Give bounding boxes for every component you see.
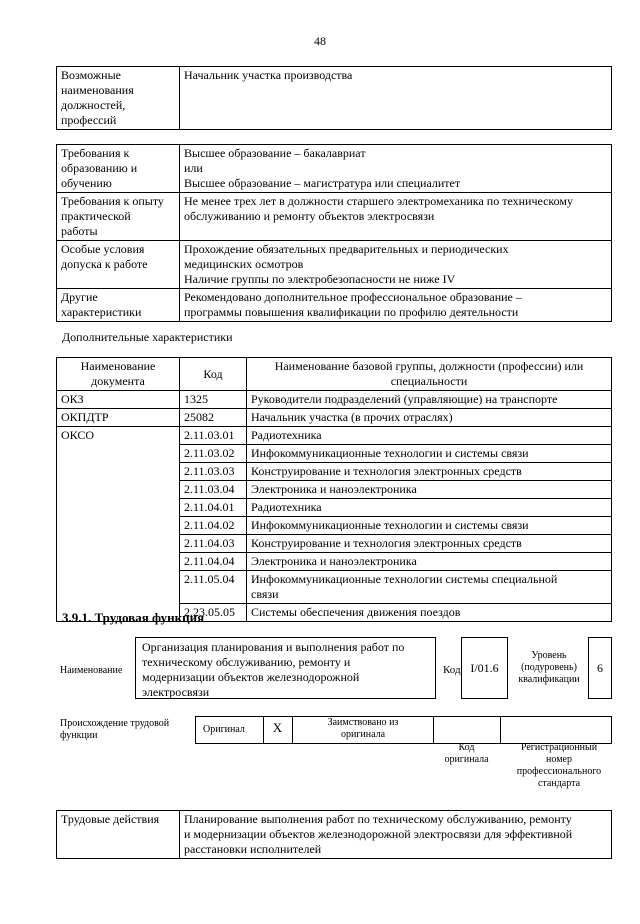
- positions-value: Начальник участка производства: [180, 67, 612, 130]
- table-row: 2.11.03.04 Электроника и наноэлектроника: [57, 481, 612, 499]
- function-name-value: Организация планирования и выполнения работ по техническому обслуживанию, ремонту и модернизации объектов железнодорожной электросвязи: [135, 637, 436, 699]
- classifiers-header: Наименование документа Код Наименование базовой группы, должности (профессии) или специальности: [57, 358, 612, 391]
- table-row: 2.23.05.05 Системы обеспечения движения поездов: [57, 604, 612, 622]
- actions-table: [56, 810, 612, 859]
- table-row: ОКСО 2.11.03.01 Радиотехника: [57, 427, 612, 445]
- table-row: 2.11.04.01 Радиотехника: [57, 499, 612, 517]
- requirements-table: [56, 144, 612, 322]
- actions-value: Планирование выполнения работ по техническому обслуживанию, ремонту и модернизации объектов железнодорожной электросвязи для эффективной расстановки исполнителей: [180, 811, 612, 859]
- table-row: ОКПДТР 25082 Начальник участка (в прочих отраслях): [57, 409, 612, 427]
- req-other-row: Другие характеристики Рекомендовано дополнительное профессиональное образование – программы повышения квалификации по профилю деятельности: [57, 289, 612, 322]
- table-row: 2.11.04.03 Конструирование и технология электронных средств: [57, 535, 612, 553]
- qualification-level-value: 6: [588, 637, 612, 699]
- classifiers-table: [56, 357, 612, 622]
- req-experience-row: Требования к опыту практической работы Не менее трех лет в должности старшего электромеханика по техническому обслуживанию и ремонту объектов электросвязи: [57, 193, 612, 241]
- actions-label: Трудовые действия: [57, 811, 180, 859]
- divider: [500, 716, 501, 744]
- function-name-label: Наименование: [60, 665, 123, 676]
- table-row: 2.11.03.02 Инфокоммуникационные технологии и системы связи: [57, 445, 612, 463]
- positions-table: [56, 66, 612, 130]
- origin-label: Происхождение трудовой функции: [60, 718, 170, 741]
- table-row: ОКЗ 1325 Руководители подразделений (управляющие) на транспорте: [57, 391, 612, 409]
- table-row: 2.11.03.03 Конструирование и технология электронных средств: [57, 463, 612, 481]
- table-row: 2.11.05.04 Инфокоммуникационные технологии системы специальной связи: [57, 571, 612, 604]
- code-original-caption: Код оригинала: [444, 742, 489, 765]
- function-heading: 3.9.1. Трудовая функция: [62, 610, 205, 625]
- table-row: 2.11.04.04 Электроника и наноэлектроника: [57, 553, 612, 571]
- reg-number-caption: Регистрационный номер профессионального стандарта: [516, 742, 602, 789]
- borrowed-label: Заимствовано из оригинала: [327, 717, 399, 740]
- additional-title: Дополнительные характеристики: [62, 330, 233, 344]
- qualification-level-label: Уровень (подуровень) квалификации: [518, 650, 580, 685]
- function-code-value: I/01.6: [461, 637, 508, 699]
- divider: [433, 716, 434, 744]
- original-checkmark: X: [272, 720, 283, 735]
- table-row: 2.11.04.02 Инфокоммуникационные технологии и системы связи: [57, 517, 612, 535]
- function-code-label: Код: [443, 664, 461, 676]
- positions-label: Возможные наименования должностей, профессий: [57, 67, 180, 130]
- req-admission-row: Особые условия допуска к работе Прохождение обязательных предварительных и периодических медицинских осмотров Наличие группы по электробезопасности не ниже IV: [57, 241, 612, 289]
- original-label: Оригинал: [203, 724, 245, 735]
- page-number: 48: [314, 34, 326, 48]
- req-education-row: Требования к образованию и обучению Высшее образование – бакалавриат или Высшее образование – магистратура или специалитет: [57, 145, 612, 193]
